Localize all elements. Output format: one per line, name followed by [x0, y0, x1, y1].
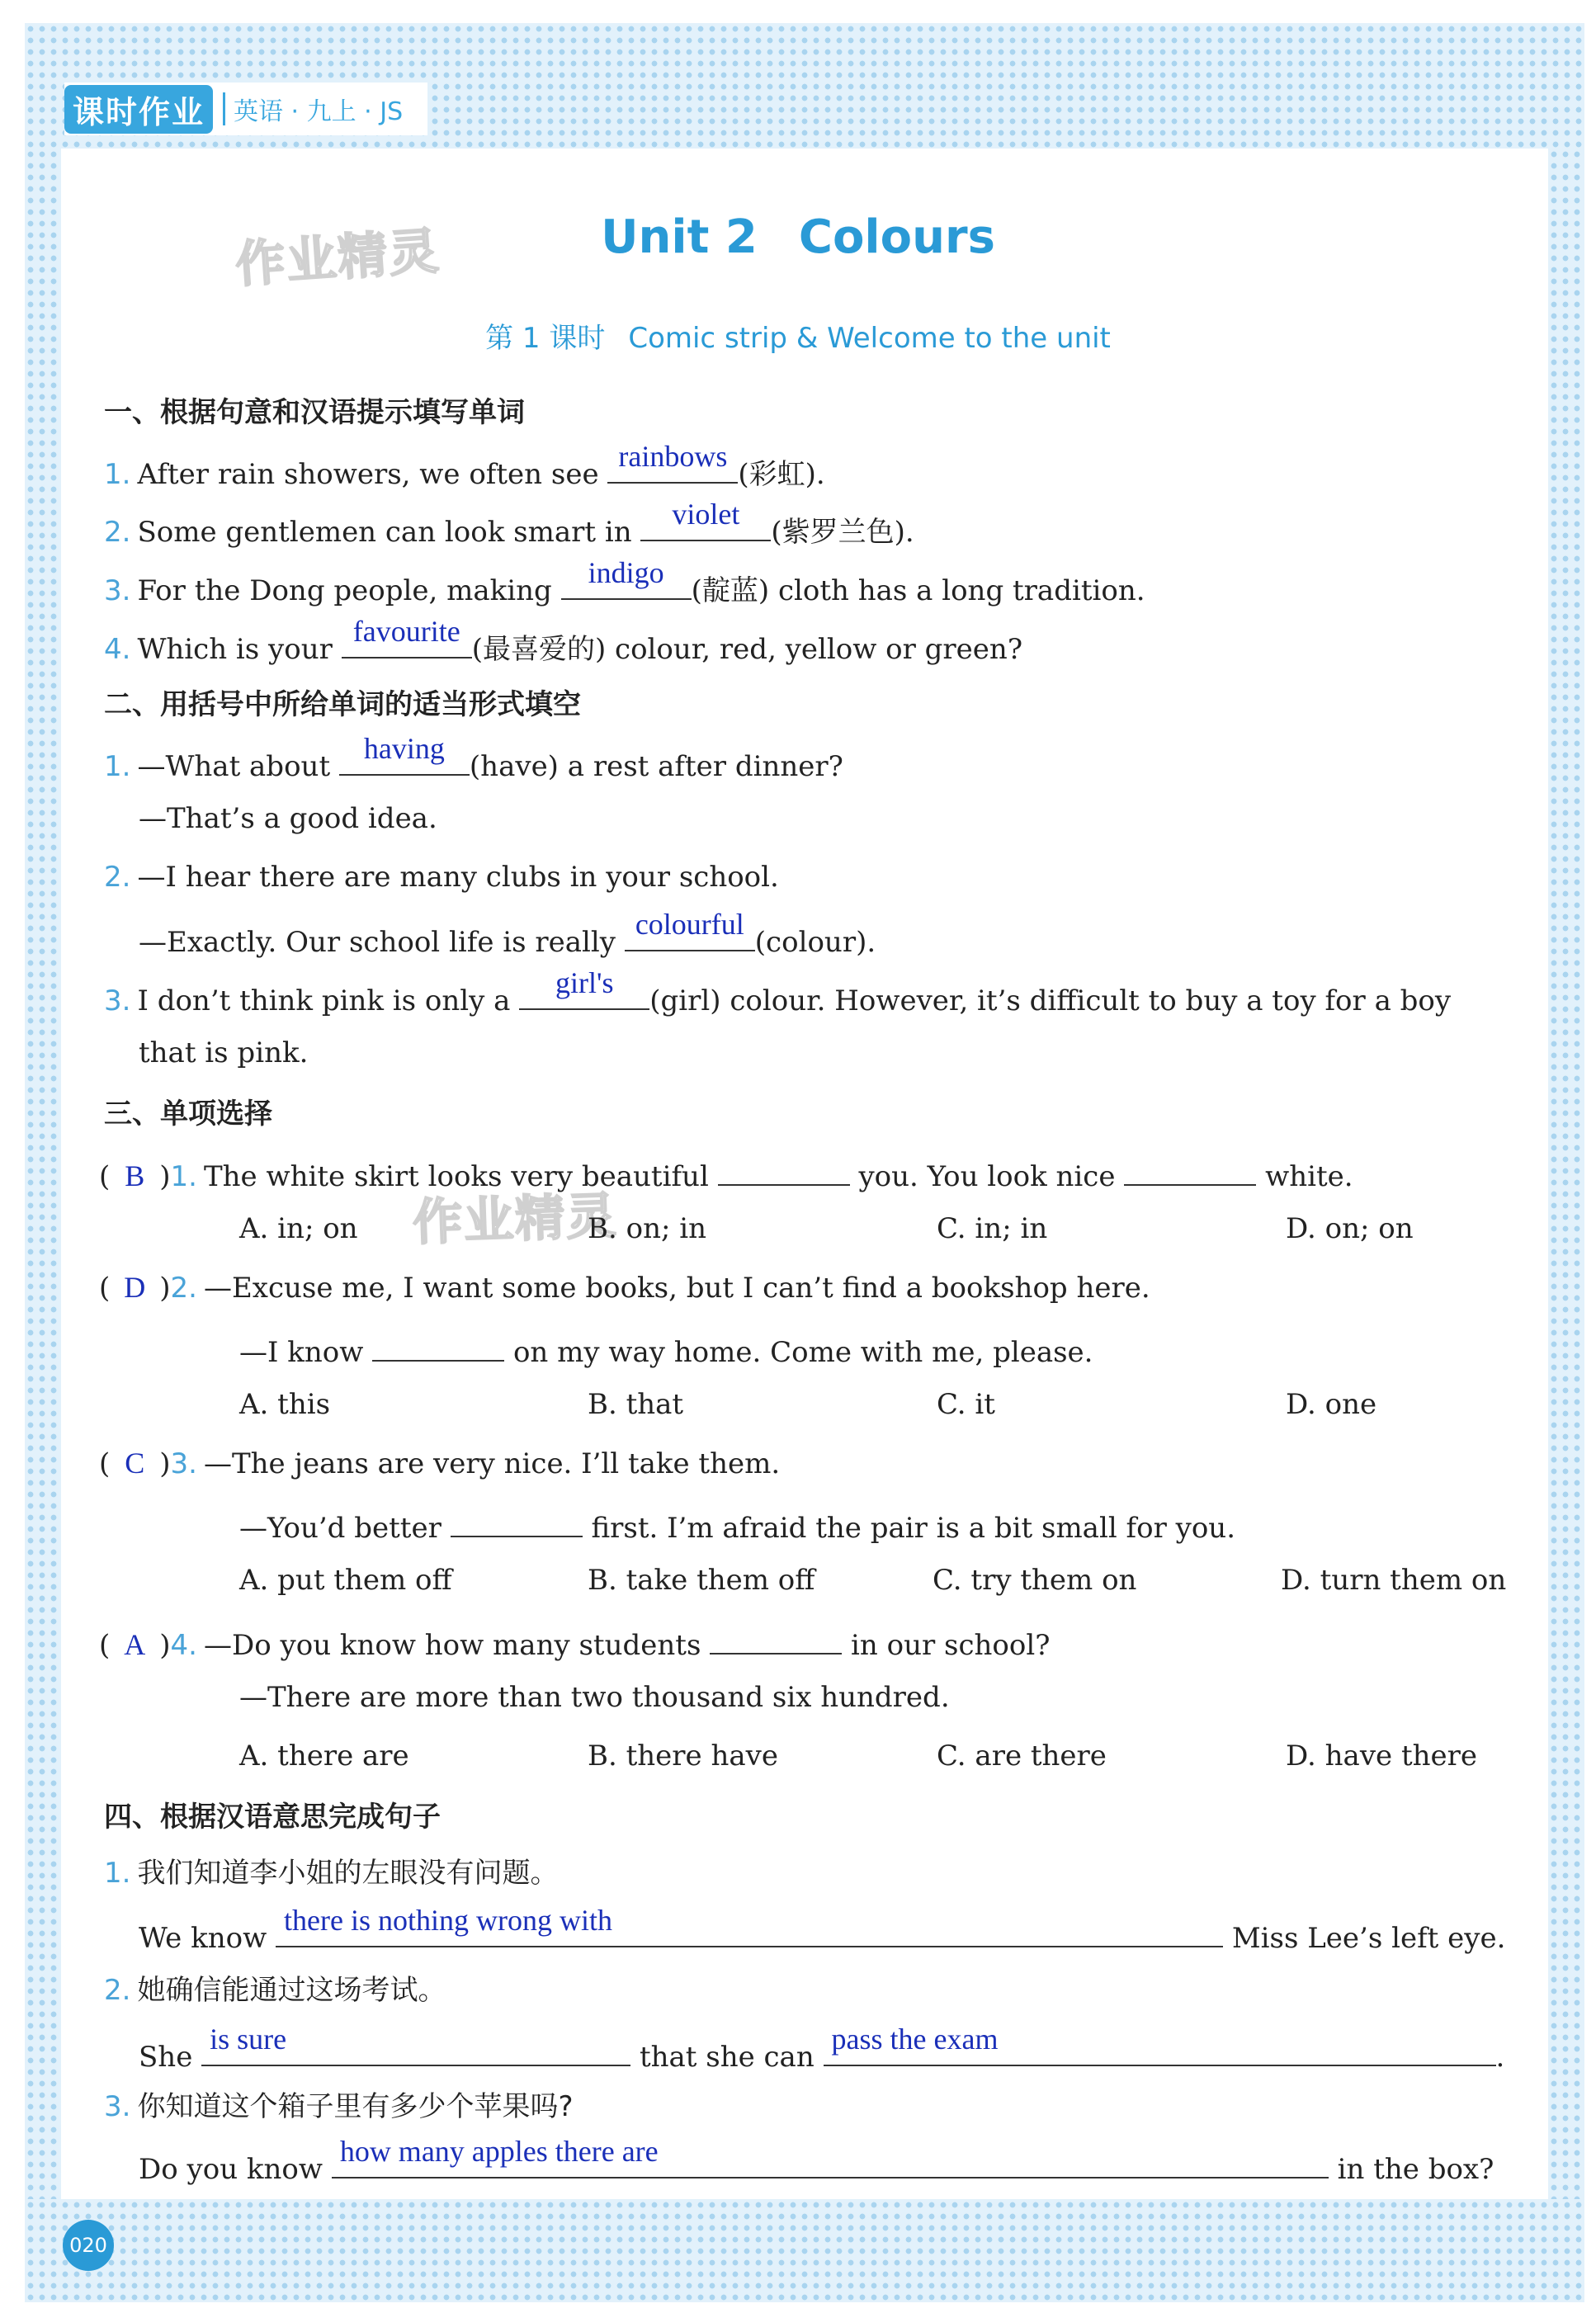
answer-blank: how many apples there are — [332, 2142, 1329, 2178]
option-b: B. take them off — [588, 1564, 815, 1597]
option-a: A. there are — [239, 1739, 409, 1773]
answer-blank — [451, 1501, 583, 1537]
section-heading: 二、用括号中所给单词的适当形式填空 — [104, 688, 581, 721]
option-a: A. this — [239, 1388, 331, 1421]
answer-blank: pass the exam — [824, 2030, 1496, 2066]
question-line: 1. —What about having (have) a rest after dinner? — [104, 732, 843, 783]
option-a: A. put them off — [239, 1564, 452, 1597]
lesson-number: 第 1 课时 — [485, 322, 606, 355]
answer-blank: having — [339, 739, 470, 776]
chinese-prompt: 3. 你知道这个箱子里有多少个苹果吗? — [104, 2090, 574, 2123]
section-heading: 一、根据句意和汉语提示填写单词 — [104, 396, 525, 429]
option-d: D. have there — [1286, 1739, 1478, 1773]
chinese-prompt: 1. 我们知道李小姐的左眼没有问题。 — [104, 1857, 559, 1890]
answer-blank: colourful — [625, 915, 755, 951]
question-line-continued: that is pink. — [139, 1036, 309, 1069]
answer-blank — [1124, 1149, 1256, 1186]
question-line: 3. For the Dong people, making indigo (靛蓝) cloth has a long tradition. — [104, 556, 1145, 607]
option-d: D. on; on — [1286, 1212, 1414, 1245]
option-d: D. one — [1286, 1388, 1377, 1421]
answer-blank — [372, 1325, 504, 1362]
header-divider — [223, 92, 225, 125]
option-b: B. on; in — [588, 1212, 707, 1245]
mc-question-line2: —I know on my way home. Come with me, please. — [239, 1325, 1093, 1373]
answer-blank: indigo — [561, 564, 692, 600]
option-b: B. there have — [588, 1739, 778, 1773]
mc-answer: C — [125, 1447, 145, 1480]
question-line: 4. Which is your favourite (最喜爱的) colour, red, yellow or green? — [104, 615, 1023, 666]
watermark: 作业精灵 — [234, 222, 442, 295]
answer-blank: there is nothing wrong with — [276, 1911, 1223, 1947]
mc-question-line2: —You’d better first. I’m afraid the pair is a bit small for you. — [239, 1501, 1235, 1549]
unit-name: Colours — [798, 210, 995, 264]
translation-line: Do you know how many apples there are in the box? — [139, 2135, 1494, 2186]
watermark: 作业精灵 — [412, 1187, 619, 1253]
option-c: C. it — [937, 1388, 995, 1421]
lesson-part2: Welcome to the unit — [827, 322, 1111, 355]
answer-blank: rainbows — [607, 447, 738, 484]
mc-question-line2: —There are more than two thousand six hundred. — [239, 1681, 950, 1714]
chinese-prompt: 2. 她确信能通过这场考试。 — [104, 1974, 446, 2007]
mc-answer: A — [124, 1628, 146, 1661]
mc-question: ( A )4. —Do you know how many students in our school? — [99, 1618, 1050, 1666]
mc-question: ( D )2. —Excuse me, I want some books, but I can’t find a bookshop here. — [99, 1267, 1150, 1309]
translation-line: She is sure that she can pass the exam . — [139, 2023, 1505, 2074]
mc-question: ( B )1. The white skirt looks very beautiful you. You look nice white. — [99, 1149, 1353, 1197]
lesson-part1: Comic strip — [628, 322, 787, 355]
option-a: A. in; on — [239, 1212, 358, 1245]
answer-blank: favourite — [342, 622, 472, 658]
question-line: —Exactly. Our school life is really colourful (colour). — [139, 908, 876, 959]
option-d: D. turn them on — [1281, 1564, 1507, 1597]
section-heading: 四、根据汉语意思完成句子 — [104, 1801, 441, 1834]
page-number: 020 — [63, 2220, 114, 2271]
translation-line: We know there is nothing wrong with Miss Lee’s left eye. — [139, 1904, 1506, 1955]
option-c: C. are there — [937, 1739, 1107, 1773]
question-line: 2. Some gentlemen can look smart in violet (紫罗兰色). — [104, 498, 914, 549]
lesson-title — [0, 315, 1596, 356]
reply-line: —That’s a good idea. — [139, 802, 437, 835]
answer-blank: girl's — [519, 974, 649, 1010]
unit-label: Unit 2 — [601, 210, 758, 264]
left-dot-border — [25, 149, 61, 2199]
question-line: 1. After rain showers, we often see rainbows (彩虹). — [104, 440, 825, 491]
right-dot-border — [1548, 149, 1584, 2199]
answer-blank — [710, 1618, 842, 1655]
mc-question: ( C )3. —The jeans are very nice. I’ll take them. — [99, 1442, 780, 1485]
footer-dot-band — [25, 2199, 1584, 2302]
lesson-amp: & — [796, 322, 819, 355]
option-b: B. that — [588, 1388, 684, 1421]
mc-answer: B — [125, 1159, 145, 1192]
mc-answer: D — [124, 1271, 146, 1304]
question-line: 2. —I hear there are many clubs in your school. — [104, 861, 779, 894]
answer-blank — [718, 1149, 850, 1186]
option-c: C. in; in — [937, 1212, 1048, 1245]
section-heading: 三、单项选择 — [104, 1097, 272, 1131]
header-label — [64, 83, 427, 135]
answer-blank: is sure — [201, 2030, 630, 2066]
subject-label: 英语 · 九上 · JS — [234, 97, 404, 126]
unit-title — [0, 210, 1596, 264]
answer-blank: violet — [640, 505, 771, 541]
brand-logo: 课时作业 — [64, 85, 213, 134]
option-c: C. try them on — [933, 1564, 1137, 1597]
question-line: 3. I don’t think pink is only a girl's (girl) colour. However, it’s difficult to buy a toy for a boy — [104, 966, 1452, 1017]
